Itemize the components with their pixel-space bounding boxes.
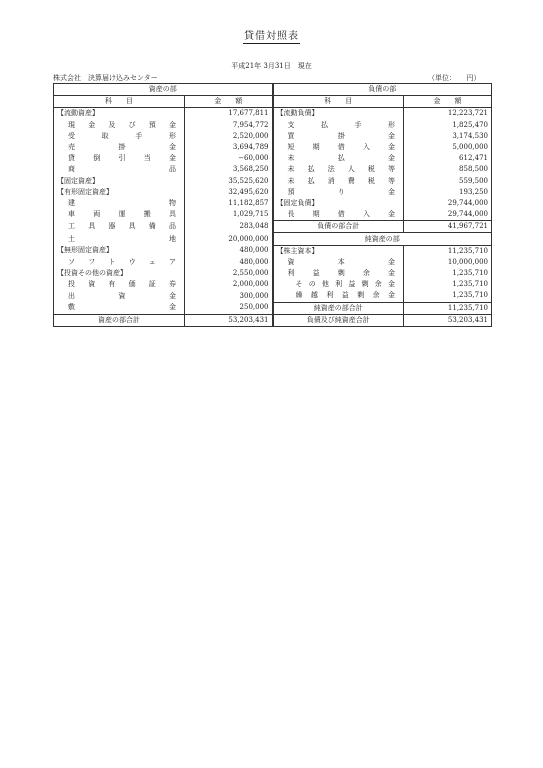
assets-total-amount: 53,203,431: [185, 314, 273, 326]
asset-item-amount: 7,954,772: [185, 120, 273, 131]
asset-item-amount: 20,000,000: [185, 233, 273, 245]
col-header-amount: 金 額: [404, 96, 492, 108]
liability-item-amount: 1,235,710: [404, 268, 492, 279]
company-name: 株式会社 決算届け込みセンター: [53, 74, 158, 82]
subtotal-amount: 11,235,710: [404, 302, 492, 314]
table-row: [54, 153, 492, 164]
asset-item-label: 工具器具備品: [54, 221, 185, 233]
table-row: [54, 131, 492, 142]
table-row: [54, 233, 492, 245]
col-header-amount: 金 額: [185, 96, 273, 108]
liability-item-amount: 559,500: [404, 176, 492, 187]
liab-equity-total-amount: 53,203,431: [404, 314, 492, 326]
liability-item-label: 繰越利益剰余金: [273, 290, 404, 302]
asset-item-amount: 32,495,620: [185, 187, 273, 198]
liability-item-label: 【流動負債】: [273, 108, 404, 120]
asset-item-label: 車両運搬具: [54, 209, 185, 221]
asset-item-amount: 480,000: [185, 257, 273, 268]
table-row: [54, 302, 492, 314]
liability-item-amount: 1,825,470: [404, 120, 492, 131]
asset-item-amount: 2,000,000: [185, 279, 273, 290]
liabilities-section-header: 負債の部: [273, 84, 492, 96]
asset-item-amount: 2,520,000: [185, 131, 273, 142]
as-of-date: 平成21年 3月31日 現在: [231, 62, 312, 70]
liability-item-amount: 29,744,000: [404, 209, 492, 221]
liability-item-amount: 3,174,530: [404, 131, 492, 142]
asset-item-label: 現金及び預金: [54, 120, 185, 131]
table-row: [54, 279, 492, 290]
asset-item-amount: 11,182,857: [185, 198, 273, 209]
asset-item-label: 受取手形: [54, 131, 185, 142]
table-row: [54, 245, 492, 257]
liability-item-label: 未払法人税等: [273, 164, 404, 175]
asset-item-label: 【投資その他の資産】: [54, 268, 185, 279]
subtotal-label: 負債の部合計: [273, 221, 404, 233]
table-row: [54, 209, 492, 221]
table-row: [54, 198, 492, 209]
liability-item-amount: 10,000,000: [404, 257, 492, 268]
unit-label: （単位： 円）: [428, 74, 481, 82]
asset-item-label: 売掛金: [54, 142, 185, 153]
asset-item-label: 商品: [54, 164, 185, 175]
liability-item-label: 短期借入金: [273, 142, 404, 153]
liability-item-label: 買掛金: [273, 131, 404, 142]
asset-item-amount: 283,048: [185, 221, 273, 233]
liability-item-label: 未払消費税等: [273, 176, 404, 187]
table-row: [54, 257, 492, 268]
asset-item-amount: 17,677,811: [185, 108, 273, 120]
table-row: [54, 187, 492, 198]
liability-item-amount: 5,000,000: [404, 142, 492, 153]
asset-item-label: 投資有価証券: [54, 279, 185, 290]
liability-item-amount: 1,235,710: [404, 290, 492, 302]
asset-item-label: 【無形固定資産】: [54, 245, 185, 257]
asset-item-amount: 3,568,250: [185, 164, 273, 175]
totals-row: [54, 314, 492, 326]
asset-item-amount: 35,525,620: [185, 176, 273, 187]
liability-item-amount: 12,223,721: [404, 108, 492, 120]
liability-item-label: 資本金: [273, 257, 404, 268]
asset-item-label: 【固定資産】: [54, 176, 185, 187]
assets-section-header: 資産の部: [54, 84, 273, 96]
table-row: [54, 221, 492, 233]
asset-item-label: 敷金: [54, 302, 185, 314]
subtotal-amount: 41,967,721: [404, 221, 492, 233]
document-title: 貸借対照表: [244, 31, 299, 42]
asset-item-label: 【流動資産】: [54, 108, 185, 120]
table-row: [54, 142, 492, 153]
table-row: [54, 176, 492, 187]
balance-sheet-table: [53, 83, 492, 327]
liability-item-label: 支払手形: [273, 120, 404, 131]
col-header-item: 科 目: [54, 96, 185, 108]
liability-item-amount: 29,744,000: [404, 198, 492, 209]
asset-item-amount: 300,000: [185, 290, 273, 302]
liability-item-label: その他利益剰余金: [273, 279, 404, 290]
asset-item-amount: 3,694,789: [185, 142, 273, 153]
liability-item-amount: 11,235,710: [404, 245, 492, 257]
asset-item-amount: −60,000: [185, 153, 273, 164]
liab-equity-total-label: 負債及び純資産合計: [273, 314, 404, 326]
assets-total-label: 資産の部合計: [54, 314, 185, 326]
asset-item-amount: 1,029,715: [185, 209, 273, 221]
liability-item-amount: 1,235,710: [404, 279, 492, 290]
asset-item-label: ソフトウェア: [54, 257, 185, 268]
asset-item-label: 建物: [54, 198, 185, 209]
liability-item-label: 【固定負債】: [273, 198, 404, 209]
liability-item-label: 【株主資本】: [273, 245, 404, 257]
asset-item-label: 出資金: [54, 290, 185, 302]
liability-item-label: 利益剰余金: [273, 268, 404, 279]
asset-item-label: 【有形固定資産】: [54, 187, 185, 198]
liability-item-label: 長期借入金: [273, 209, 404, 221]
table-row: [54, 290, 492, 302]
liability-item-label: 預り金: [273, 187, 404, 198]
subtotal-label: 純資産の部合計: [273, 302, 404, 314]
asset-item-label: 土地: [54, 233, 185, 245]
liability-item-amount: 612,471: [404, 153, 492, 164]
liability-item-amount: 193,250: [404, 187, 492, 198]
table-row: [54, 108, 492, 120]
asset-item-amount: 480,000: [185, 245, 273, 257]
asset-item-amount: 250,000: [185, 302, 273, 314]
liability-item-label: 未払金: [273, 153, 404, 164]
liability-item-amount: 858,500: [404, 164, 492, 175]
table-row: [54, 120, 492, 131]
table-row: [54, 268, 492, 279]
col-header-item: 科 目: [273, 96, 404, 108]
table-row: [54, 164, 492, 175]
asset-item-amount: 2,550,000: [185, 268, 273, 279]
asset-item-label: 貸倒引当金: [54, 153, 185, 164]
net-assets-section-header: 純資産の部: [273, 233, 492, 245]
